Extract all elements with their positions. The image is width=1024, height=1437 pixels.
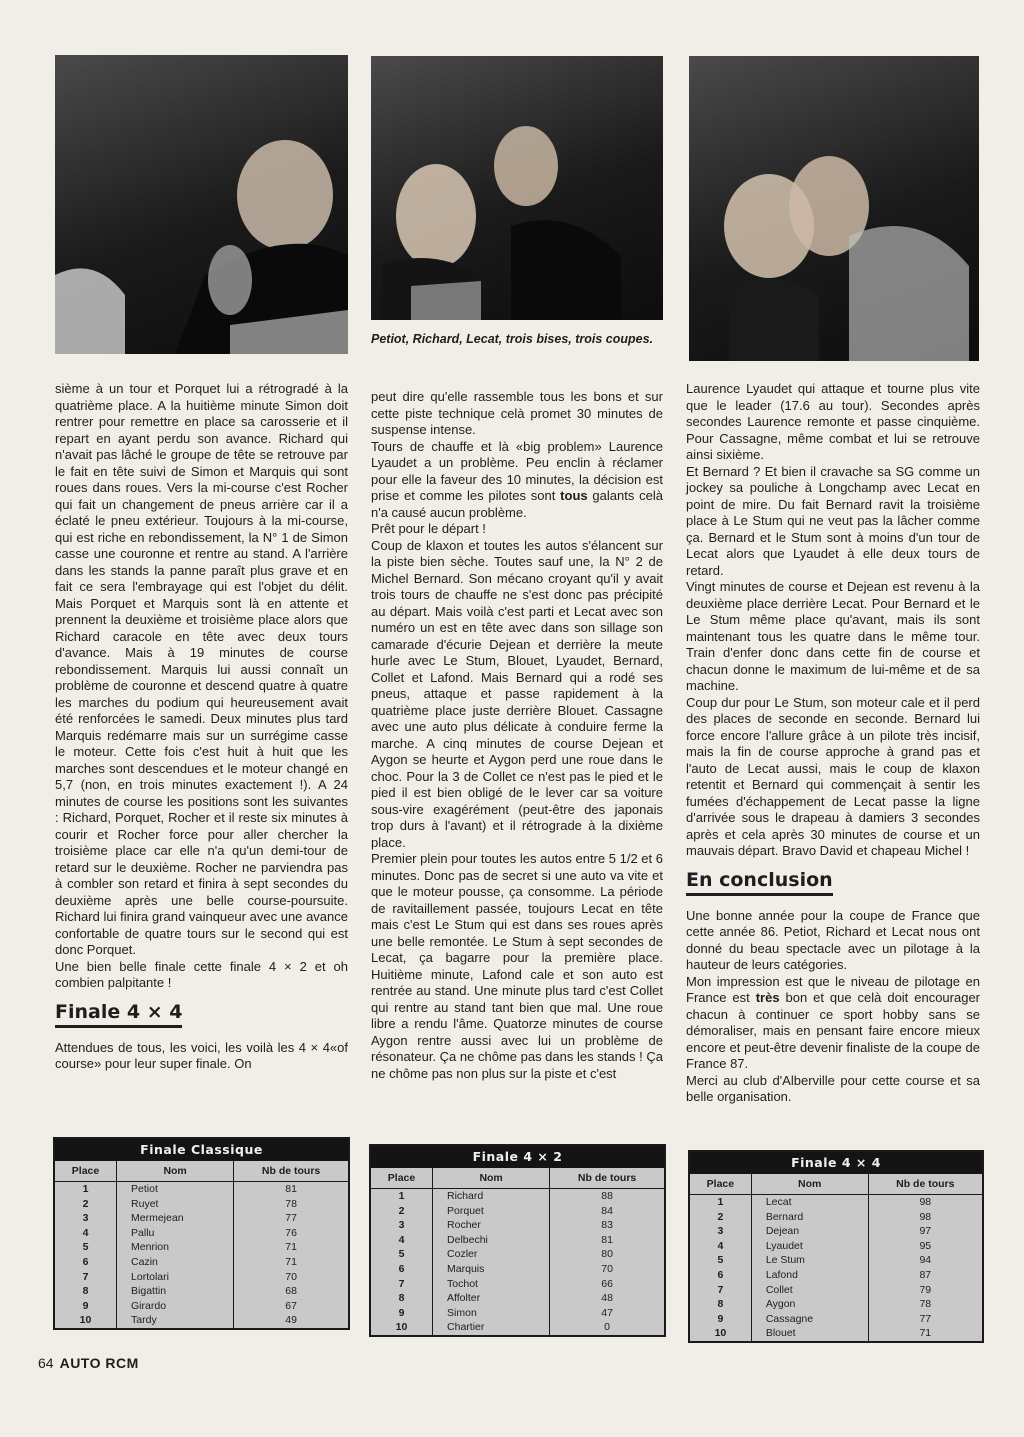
table-row bbox=[55, 1270, 348, 1285]
paragraph: Merci au club d'Alberville pour cette course et sa belle organisation. bbox=[686, 1072, 980, 1104]
paragraph: sième à un tour et Porquet lui a rétrogradé à la quatrième place. A la huitième minute Simon doit rentrer pour remettre en place sa carosserie et il repart en ayant perdu son avance. Richard qui n'avait pas lâché le groupe de tête se retrouve par le fait en tête suivi de Simon et Marquis qui sont roues dans roues. Vers la mi-course c'est Rocher qui fait un changement de pneus arrière car il a éclaté le pneu extérieur. Toujours à la mi-course, qui est riche en rebondissement, la N° 1 de Simon casse une couronne et rentre au stand. A l'arrière dans les stands la panne paraît plus grave et en fait ce sera l'embrayage qui est l'objet du délit. Mais Porquet et Marquis sont là en attente et prennent la deuxième et troisième place alors que Richard caracole en tête avec deux tours d'avance. Mais à 19 minutes de course rebondissement. Marquis lui aussi connaît un problème de couronne et descend quatre à quatre les marches du podium qui heureusement avait été renforcées le samedi. Deux minutes plus tard Marquis redémarre mais sur un surrégime casse le moteur. Cette fois c'est huit à huit que les marches sont descendues et le moteur changé en 5,7 (non, en trois minutes exactement !). A 24 minutes de course les positions sont les suivantes : Richard, Porquet, Rocher et il reste six minutes à courir et Rocher force pour aller chercher la troisième place car elle n'a qu'un demi-tour de retard sur le deuxième. Rocher ne parviendra pas à combler son retard et finira à sept secondes du deuxième après une belle course-poursuite. Richard lui finira grand vainqueur avec une avance confortable de quatre tours sur le second qui est donc Porquet. bbox=[55, 381, 348, 957]
name-cell: Affolter bbox=[433, 1291, 550, 1306]
paragraph: Prêt pour le départ ! bbox=[371, 521, 486, 536]
place-cell: 8 bbox=[398, 1292, 405, 1305]
place-cell: 2 bbox=[82, 1197, 89, 1210]
table-row bbox=[690, 1239, 982, 1254]
table-title: Finale 4 × 2 bbox=[371, 1146, 664, 1168]
name-cell: Cazin bbox=[117, 1255, 234, 1270]
text-run: Mon impression est que le niveau de pilotage en France est bbox=[686, 973, 980, 1005]
table-body bbox=[371, 1189, 664, 1335]
paragraph: Premier plein pour toutes les autos entre 5 1/2 et 6 minutes. Donc pas de secret si une auto va vite et que le moteur pousse, ça consomme. La période de ravitaillement passée, toujours Lecat en tête mais c'est Le Stum qui est dans ses roues après une belle remontée. Le Stum à sept secondes de Lecat, ça bagarre pour la première place. Huitième minute, Lafond cale et son auto est rentrée au stand. Une minute plus tard c'est Collet qui rentre au stand tant bien que mal. Une roue libre a rendu l'âme. Quatorze minutes de course Aygon rentre aussi avec lui un problème de résonateur. Ça ne chôme pas dans les stands ! Ça ne chôme pas non plus sur la piste et c'est bbox=[371, 851, 663, 1081]
laps-cell: 77 bbox=[868, 1312, 982, 1327]
name-cell: Bigattin bbox=[117, 1284, 234, 1299]
name-cell: Marquis bbox=[433, 1262, 550, 1277]
name-cell: Cassagne bbox=[751, 1312, 868, 1327]
table-row bbox=[371, 1320, 664, 1335]
laps-cell: 47 bbox=[550, 1306, 664, 1321]
table-row bbox=[371, 1306, 664, 1321]
place-cell: 5 bbox=[398, 1248, 405, 1261]
table-row bbox=[690, 1326, 982, 1341]
place-cell: 6 bbox=[82, 1255, 89, 1268]
place-cell: 1 bbox=[398, 1190, 405, 1202]
table-body bbox=[55, 1182, 348, 1328]
name-cell: Bernard bbox=[751, 1210, 868, 1225]
column-header: Place bbox=[690, 1174, 751, 1195]
table-title: Finale Classique bbox=[55, 1139, 348, 1161]
name-cell: Richard bbox=[433, 1189, 550, 1204]
photo-trophy-winner bbox=[55, 55, 348, 354]
table-row bbox=[690, 1268, 982, 1283]
photo-kiss-lyaudet bbox=[371, 56, 663, 320]
text-run: Tours de chauffe et là «big problem» Laurence Lyaudet a un problème. Peu enclin à réclamer pour elle la faveur des 10 minutes, la décision est prise et comme les pilotes sont bbox=[371, 438, 663, 503]
text-run: bon et que celà doit encourager chacun à continuer ce sport hobby sans se démoraliser, mais en pensant faire encore mieux encore et peut-être devenir finaliste de la coupe de France 87. bbox=[686, 990, 981, 1071]
emphasis-text: très bbox=[755, 990, 780, 1005]
laps-cell: 98 bbox=[868, 1195, 982, 1210]
table-row bbox=[371, 1291, 664, 1306]
laps-cell: 71 bbox=[234, 1255, 348, 1270]
table-row bbox=[55, 1240, 348, 1255]
paragraph: Une bien belle finale cette finale 4 × 2 et oh combien palpitante ! bbox=[55, 958, 348, 990]
place-cell: 8 bbox=[82, 1285, 89, 1298]
laps-cell: 78 bbox=[234, 1197, 348, 1212]
table-row bbox=[55, 1226, 348, 1241]
paragraph: Coup dur pour Le Stum, son moteur cale et il perd des places de seconde en seconde. Bernard lui force encore l'allure grâce à un pilote très incisif, mais la fin de course approche à grand pas et l'auto de Lecat aussi, mais le coup de klaxon retentit et Bernard qui commençait à sentir les fumées d'échappement de Lecat passe la ligne d'arrivée sous le drapeau à damiers 3 secondes après et cela après 30 minutes de course et un mauvais départ. Bravo David et chapeau Michel ! bbox=[686, 694, 980, 858]
table-row bbox=[371, 1262, 664, 1277]
laps-cell: 71 bbox=[868, 1326, 982, 1341]
paragraph: Coup de klaxon et toutes les autos s'élancent sur la piste bien sèche. Toutes sauf une, la N° 2 de Michel Bernard. Son mécano croyant qu'il y avait trois tours de chauffe ne s'est donc pas précipité au départ. Mais voilà c'est parti et Lecat avec son numéro un est en tête avec dans son sillage son camarade d'écurie Dejean et derrière la meute hurle avec Le Stum, Blouet, Lyaudet, Bernard, Collet et Lafond. Mais Bernard qui a rodé ses pneus, attaque et passe rapidement à la quatrième place juste derrière Blouet. Cassagne avec une auto plus délicate à conduire ferme la marche. A cinq minutes de course Dejean et Aygon se heurte et Aygon perd une roue dans le choc. Pour la 3 de Collet ce n'est pas le pied et le pied il est bien obligé de le lever car sa voiture sous-vire exagérément (peut-être des japonais trop durs à l'avant) et il rétrograde à la dixième place. bbox=[371, 537, 663, 850]
name-cell: Cozler bbox=[433, 1247, 550, 1262]
results-table-finale-4x4 bbox=[688, 1150, 984, 1343]
laps-cell: 79 bbox=[868, 1283, 982, 1298]
name-cell: Mermejean bbox=[117, 1211, 234, 1226]
table-row bbox=[371, 1247, 664, 1262]
name-cell: Tochot bbox=[433, 1277, 550, 1292]
place-cell: 7 bbox=[82, 1270, 89, 1283]
column-header: Place bbox=[55, 1161, 117, 1182]
name-cell: Aygon bbox=[751, 1297, 868, 1312]
laps-cell: 77 bbox=[234, 1211, 348, 1226]
page-footer bbox=[38, 1355, 139, 1371]
results-table-finale-4x2 bbox=[369, 1144, 666, 1337]
laps-cell: 81 bbox=[550, 1233, 664, 1248]
place-cell: 5 bbox=[82, 1241, 89, 1254]
column-header: Nom bbox=[433, 1168, 550, 1189]
table-row bbox=[690, 1195, 982, 1210]
place-cell: 3 bbox=[717, 1225, 724, 1238]
table-row bbox=[55, 1299, 348, 1314]
column-header: Nb de tours bbox=[234, 1161, 348, 1182]
table-row bbox=[690, 1297, 982, 1312]
laps-cell: 67 bbox=[234, 1299, 348, 1314]
table-row bbox=[371, 1233, 664, 1248]
laps-cell: 76 bbox=[234, 1226, 348, 1241]
table-row bbox=[55, 1255, 348, 1270]
name-cell: Tardy bbox=[117, 1313, 234, 1328]
name-cell: Petiot bbox=[117, 1182, 234, 1197]
name-cell: Chartier bbox=[433, 1320, 550, 1335]
laps-cell: 83 bbox=[550, 1218, 664, 1233]
table-row bbox=[55, 1211, 348, 1226]
laps-cell: 48 bbox=[550, 1291, 664, 1306]
name-cell: Menrion bbox=[117, 1240, 234, 1255]
table-title: Finale 4 × 4 bbox=[690, 1152, 982, 1174]
table-row bbox=[690, 1210, 982, 1225]
column-header: Nb de tours bbox=[550, 1168, 664, 1189]
place-cell: 2 bbox=[717, 1210, 724, 1223]
column-header: Nb de tours bbox=[868, 1174, 982, 1195]
laps-cell: 0 bbox=[550, 1320, 664, 1335]
laps-cell: 88 bbox=[550, 1189, 664, 1204]
laps-cell: 66 bbox=[550, 1277, 664, 1292]
laps-cell: 68 bbox=[234, 1284, 348, 1299]
laps-cell: 70 bbox=[234, 1270, 348, 1285]
table-row bbox=[690, 1224, 982, 1239]
table-row bbox=[371, 1277, 664, 1292]
place-cell: 6 bbox=[717, 1268, 724, 1281]
table-row bbox=[371, 1189, 664, 1204]
name-cell: Simon bbox=[433, 1306, 550, 1321]
laps-cell: 94 bbox=[868, 1253, 982, 1268]
name-cell: Lyaudet bbox=[751, 1239, 868, 1254]
name-cell: Le Stum bbox=[751, 1253, 868, 1268]
name-cell: Delbechi bbox=[433, 1233, 550, 1248]
place-cell: 6 bbox=[398, 1262, 405, 1275]
place-cell: 8 bbox=[717, 1298, 724, 1311]
place-cell: 2 bbox=[398, 1204, 405, 1217]
name-cell: Lortolari bbox=[117, 1270, 234, 1285]
place-cell: 9 bbox=[398, 1306, 405, 1319]
page-number: 64 bbox=[38, 1355, 54, 1371]
paragraph: Attendues de tous, les voici, les voilà les 4 × 4«of course» pour leur super finale. On bbox=[55, 1039, 348, 1071]
place-cell: 9 bbox=[717, 1312, 724, 1325]
table-row bbox=[371, 1204, 664, 1219]
name-cell: Pallu bbox=[117, 1226, 234, 1241]
laps-cell: 95 bbox=[868, 1239, 982, 1254]
laps-cell: 97 bbox=[868, 1224, 982, 1239]
section-heading-finale-4x4: Finale 4 × 4 bbox=[55, 1000, 182, 1028]
name-cell: Dejean bbox=[751, 1224, 868, 1239]
place-cell: 10 bbox=[395, 1321, 408, 1334]
table-row bbox=[55, 1313, 348, 1328]
paragraph bbox=[371, 439, 663, 522]
paragraph bbox=[686, 974, 980, 1073]
place-cell: 5 bbox=[717, 1254, 724, 1267]
name-cell: Blouet bbox=[751, 1326, 868, 1341]
name-cell: Porquet bbox=[433, 1204, 550, 1219]
laps-cell: 81 bbox=[234, 1182, 348, 1197]
paragraph: peut dire qu'elle rassemble tous les bons et sur cette piste technique celà promet 30 minutes de suspense intense. bbox=[371, 389, 663, 437]
table-row bbox=[55, 1182, 348, 1197]
text-run: galants celà n'a causé aucun problème. bbox=[371, 488, 663, 520]
laps-cell: 49 bbox=[234, 1313, 348, 1328]
section-heading-conclusion: En conclusion bbox=[686, 868, 833, 896]
place-cell: 7 bbox=[398, 1277, 405, 1290]
name-cell: Rocher bbox=[433, 1218, 550, 1233]
name-cell: Collet bbox=[751, 1283, 868, 1298]
article-column-left bbox=[55, 381, 348, 1073]
results-table-finale-classique bbox=[53, 1137, 350, 1330]
laps-cell: 80 bbox=[550, 1247, 664, 1262]
place-cell: 1 bbox=[717, 1196, 724, 1208]
paragraph: Une bonne année pour la coupe de France que cette année 86. Petiot, Richard et Lecat nous ont donné du beau spectacle avec un pilotage à la hauteur de leurs catégories. bbox=[686, 907, 980, 972]
place-cell: 7 bbox=[717, 1283, 724, 1296]
table-body bbox=[690, 1195, 982, 1341]
laps-cell: 87 bbox=[868, 1268, 982, 1283]
table-row bbox=[371, 1218, 664, 1233]
place-cell: 1 bbox=[82, 1183, 89, 1195]
place-cell: 4 bbox=[398, 1233, 405, 1246]
place-cell: 9 bbox=[82, 1299, 89, 1312]
place-cell: 4 bbox=[82, 1226, 89, 1239]
laps-cell: 71 bbox=[234, 1240, 348, 1255]
column-header: Place bbox=[371, 1168, 433, 1189]
emphasis-text: tous bbox=[560, 488, 588, 503]
place-cell: 3 bbox=[82, 1212, 89, 1225]
name-cell: Girardo bbox=[117, 1299, 234, 1314]
photo-caption: Petiot, Richard, Lecat, trois bises, trois coupes. bbox=[371, 332, 654, 346]
table-row bbox=[690, 1312, 982, 1327]
paragraph: Laurence Lyaudet qui attaque et tourne plus vite que le leader (17.6 au tour). Secondes après secondes Laurence remonte et passe cinquième. Pour Cassagne, même combat et lui se retrouve ainsi sixième. bbox=[686, 381, 980, 462]
paragraph: Et Bernard ? Et bien il cravache sa SG comme un jockey sa pouliche à Longchamp avec Lecat en point de mire. Du fait Bernard ravit la troisième place à Le Stum qui ne veut pas la lâcher comme ça. Bernard et le Stum sont à moins d'un tour de Lecat alors que Lyaudet à elle deux tours de retard. bbox=[686, 463, 980, 578]
laps-cell: 84 bbox=[550, 1204, 664, 1219]
table-row bbox=[690, 1253, 982, 1268]
laps-cell: 70 bbox=[550, 1262, 664, 1277]
name-cell: Ruyet bbox=[117, 1197, 234, 1212]
magazine-name: AUTO RCM bbox=[59, 1355, 139, 1371]
laps-cell: 78 bbox=[868, 1297, 982, 1312]
table-row bbox=[55, 1284, 348, 1299]
laps-cell: 98 bbox=[868, 1210, 982, 1225]
name-cell: Lafond bbox=[751, 1268, 868, 1283]
article-column-middle bbox=[371, 389, 663, 1082]
table-row bbox=[690, 1283, 982, 1298]
column-header: Nom bbox=[117, 1161, 234, 1182]
name-cell: Lecat bbox=[751, 1195, 868, 1210]
place-cell: 10 bbox=[714, 1327, 727, 1340]
paragraph: Vingt minutes de course et Dejean est revenu à la deuxième place derrière Lecat. Pour Bernard et le Le Stum même place qu'avant, mais ils sont maintenant tous les quatre dans le même tour. Train d'enfer donc dans cette fin de course et chacun donne le maximum de lui-même et de sa machine. bbox=[686, 579, 980, 693]
place-cell: 4 bbox=[717, 1239, 724, 1252]
place-cell: 3 bbox=[398, 1219, 405, 1232]
table-row bbox=[55, 1197, 348, 1212]
article-column-right bbox=[686, 381, 980, 1106]
column-header: Nom bbox=[751, 1174, 868, 1195]
place-cell: 10 bbox=[79, 1314, 92, 1327]
photo-kiss-lecat bbox=[689, 56, 979, 361]
